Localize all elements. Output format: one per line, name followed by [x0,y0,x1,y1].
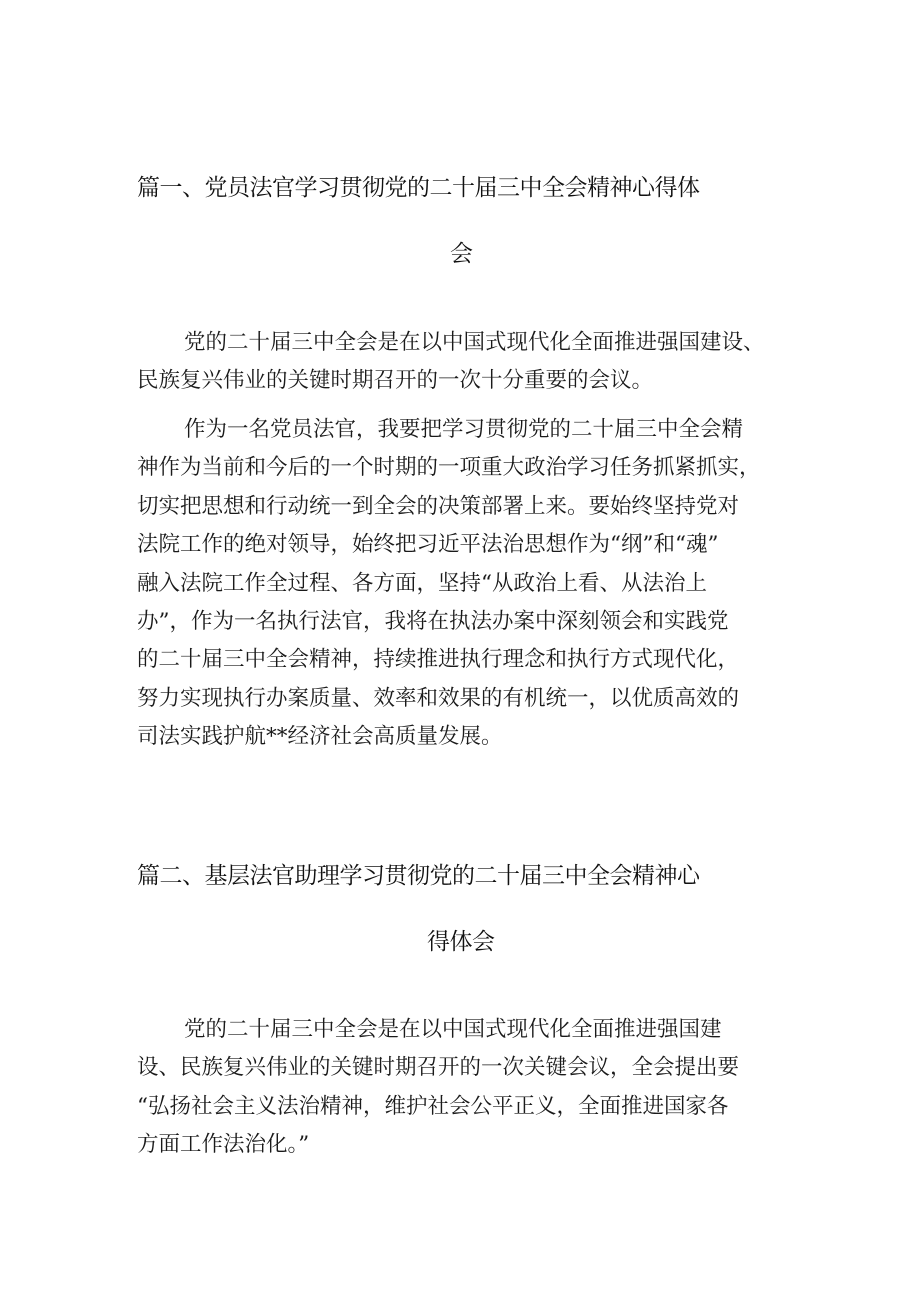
paragraph-line: 努力实现执行办案质量、效率和效果的有机统一，以优质高效的 [137,685,740,711]
section-2-title-line-2: 得体会 [427,929,495,955]
paragraph-line: 的二十届三中全会精神，持续推进执行理念和执行方式现代化， [137,647,740,673]
paragraph-line: 切实把思想和行动统一到全会的决策部署上来。要始终坚持党对 [137,493,740,519]
section-1-title-line-1: 篇一、党员法官学习贯彻党的二十届三中全会精神心得体 [137,175,700,201]
paragraph-line: 党的二十届三中全会是在以中国式现代化全面推进强国建设、 [184,330,765,355]
section-1-paragraph-1 [137,324,787,401]
paragraph-line: 神作为当前和今后的一个时期的一项重大政治学习任务抓紧抓实， [137,455,761,481]
paragraph-line: 司法实践护航**经济社会高质量发展。 [137,724,503,750]
section-1-title [137,155,787,287]
paragraph-line: 办”，作为一名执行法官，我将在执法办案中深刻领会和实践党 [137,608,729,634]
paragraph-line: 设、民族复兴伟业的关键时期召开的一次关键会议，全会提出要 [137,1055,740,1081]
paragraph-line: 民族复兴伟业的关键时期召开的一次十分重要的会议。 [137,368,654,394]
section-2-title [137,843,787,975]
section-2-paragraph-1 [137,1011,787,1165]
paragraph-line: 方面工作法治化。” [137,1132,310,1158]
paragraph-line: “弘扬社会主义法治精神，维护社会公平正义，全面推进国家各 [137,1093,729,1119]
paragraph-line: 作为一名党员法官，我要把学习贯彻党的二十届三中全会精 [184,417,744,442]
paragraph-line: 党的二十届三中全会是在以中国式现代化全面推进强国建 [184,1017,722,1042]
paragraph-line: 法院工作的绝对领导，始终把习近平法治思想作为“纲”和“魂” [137,532,719,558]
section-1-title-line-2: 会 [450,241,473,267]
section-1-paragraph-2 [137,411,787,757]
section-2-title-line-1: 篇二、基层法官助理学习贯彻党的二十届三中全会精神心 [137,863,700,889]
paragraph-line: 融入法院工作全过程、各方面，坚持“从政治上看、从法治上 [137,570,707,596]
